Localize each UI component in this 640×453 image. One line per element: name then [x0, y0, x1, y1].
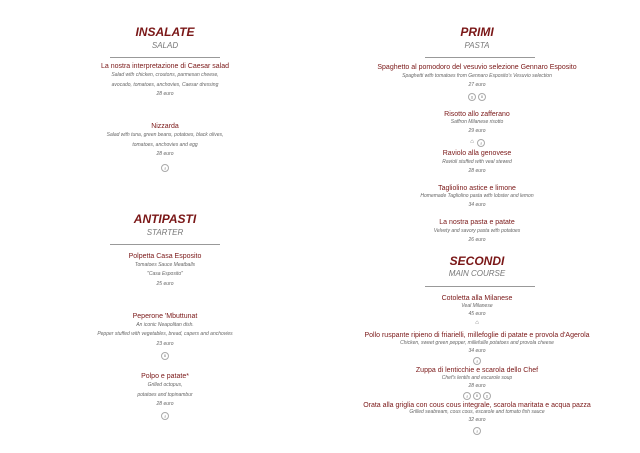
dish-price: 28 euro [468, 383, 486, 389]
fish-icon: ɟ [473, 427, 481, 435]
dish-description: tomatoes, anchovies and egg [132, 142, 198, 148]
dish-name: Orata alla griglia con cous cous integrale, scarola maritata e acqua pazza [363, 402, 591, 409]
bread-icon: ʬ [478, 93, 486, 101]
section-subtitle: STARTER [146, 228, 184, 237]
dairy-icon: ⌂ [470, 139, 474, 145]
allergen-icons [161, 412, 169, 420]
fish-icon: ɟ [477, 139, 485, 147]
dish-description: Veal Milanese [461, 303, 493, 309]
fish-icon: ɟ [161, 164, 169, 172]
section-title: PRIMI [460, 25, 494, 39]
dish-name: Tagliolino astice e limone [438, 185, 516, 192]
dish-price: 34 euro [468, 348, 486, 354]
section-subtitle: PASTA [464, 41, 490, 50]
dish-price: 32 euro [468, 417, 486, 423]
dish-name: Pollo ruspante ripieno di friarielli, millefoglie di patate e provola d'Agerola [364, 332, 590, 339]
dish-description: An iconic Neapolitan dish. [136, 322, 194, 328]
dish-price: 29 euro [468, 128, 486, 134]
dish-name: Polpetta Casa Esposito [128, 253, 202, 260]
dish-price: 45 euro [468, 311, 486, 317]
section-title: ANTIPASTI [133, 212, 197, 226]
section-divider [425, 286, 535, 287]
dish-name: La nostra interpretazione di Caesar salad [100, 63, 230, 70]
dish-name: Polpo e patate* [141, 373, 189, 380]
bread-icon: ʬ [161, 352, 169, 360]
dish-description: Chicken, sweet green pepper, millefuille potatoes and provola cheese [400, 340, 554, 346]
dish-description: Velvety and savory pasta with potatoes [433, 228, 521, 234]
allergen-icons [474, 320, 480, 326]
section-title: INSALATE [135, 25, 195, 39]
dish-name: Cotoletta alla Milanese [441, 295, 513, 302]
section-subtitle: SALAD [151, 41, 179, 50]
bread-icon: ʬ [473, 392, 481, 400]
allergen-icons [468, 93, 486, 101]
dish-description: Pepper stuffed with vegetables, bread, capers and anchovies [97, 331, 233, 337]
dish-price: 23 euro [156, 341, 174, 347]
dairy-icon: ⌂ [475, 320, 479, 326]
allergen-icons [161, 164, 169, 172]
dish-price: 28 euro [156, 151, 174, 157]
dish-name: Nizzarda [151, 123, 179, 130]
section-divider [110, 244, 220, 245]
dish-description: Saffron Milanese risotto [450, 119, 504, 125]
section-divider [425, 57, 535, 58]
fish-icon: ɟ [463, 392, 471, 400]
allergen-icons [469, 139, 485, 147]
dish-description: avocado, tomatoes, anchovies, Caesar dressing [111, 82, 219, 88]
dish-description: "Casa Esposito" [147, 271, 183, 277]
dish-description: potatoes and topinambur [137, 392, 193, 398]
dish-price: 28 euro [468, 168, 486, 174]
dish-description: Tomatoes Sauce Meatballs [134, 262, 196, 268]
dish-name: Raviolo alla genovese [442, 150, 512, 157]
dish-price: 25 euro [156, 281, 174, 287]
dish-description: Grilled seabream, cous cous, escarole and tomato fish sauce [409, 409, 545, 415]
dish-name: Peperone 'Mbuttunat [132, 313, 198, 320]
dish-description: Grilled octopus, [147, 382, 183, 388]
dish-price: 28 euro [156, 91, 174, 97]
allergen-icons [473, 427, 481, 435]
dish-price: 26 euro [468, 237, 486, 243]
dish-description: Chef's lentils and escarole soup [441, 375, 513, 381]
dish-description: Spaghetti with tomatoes from Gennaro Esposito's Vesuvio selection [402, 73, 552, 79]
dish-name: Spaghetto al pomodoro del vesuvio selezione Gennaro Esposito [377, 64, 577, 71]
dish-description: Salad with tuna, green beans, potatoes, black olives, [106, 132, 224, 138]
dish-price: 27 euro [468, 82, 486, 88]
allergen-icons [463, 392, 491, 400]
dish-price: 34 euro [468, 202, 486, 208]
dish-name: La nostra pasta e patate [439, 219, 515, 226]
dish-description: Salad with chicken, croutons, parmesan cheese, [111, 72, 219, 78]
fish-icon: ɟ [161, 412, 169, 420]
dish-name: Zuppa di lenticchie e scarola dello Chef [415, 367, 539, 374]
dish-name: Risotto allo zafferano [444, 111, 510, 118]
section-title: SECONDI [449, 254, 505, 268]
celery-icon: ɣ [483, 392, 491, 400]
celery-icon: ɣ [468, 93, 476, 101]
dish-description: Ravioli stuffed with veal stewed [442, 159, 512, 165]
fish-icon: ɟ [473, 357, 481, 365]
dish-price: 28 euro [156, 401, 174, 407]
allergen-icons [161, 352, 169, 360]
allergen-icons [473, 357, 481, 365]
section-subtitle: MAIN COURSE [448, 269, 506, 278]
dish-description: Homemade Tagliolino pasta with lobster and lemon [420, 193, 534, 199]
section-divider [110, 57, 220, 58]
